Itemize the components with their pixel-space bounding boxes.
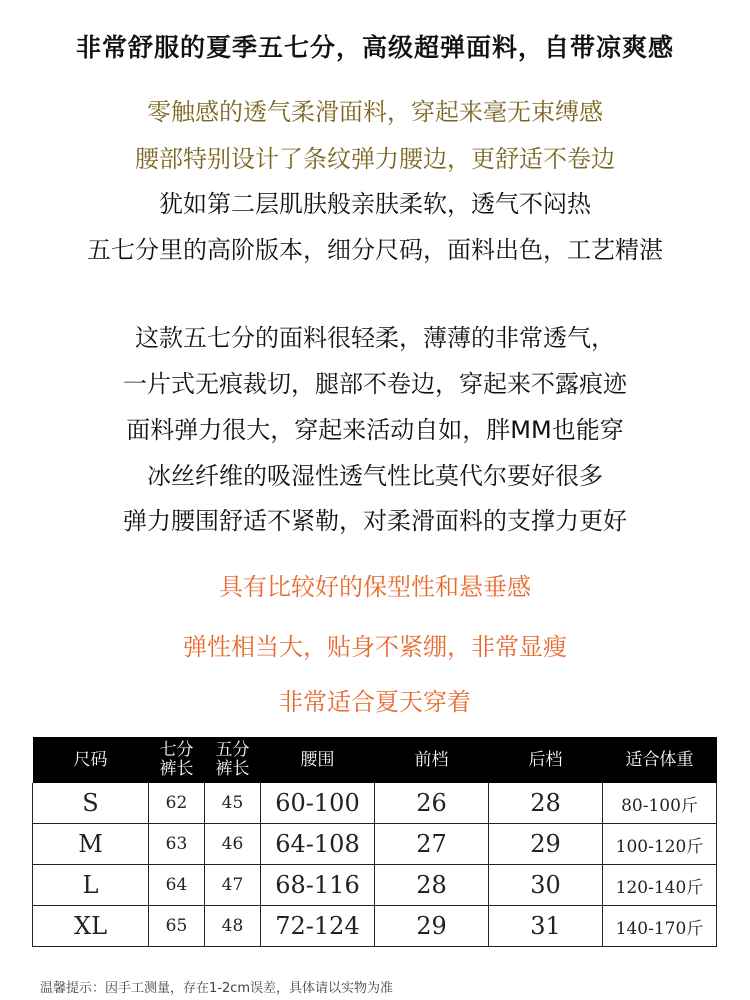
table-row	[33, 824, 717, 865]
measurement-note: 温馨提示：因手工测量，存在1-2cm误差，具体请以实物为准	[40, 981, 394, 996]
table-cell: 60-100	[261, 783, 375, 824]
feature-line-2: 腰部特别设计了条纹弹力腰边，更舒适不卷边	[135, 145, 615, 173]
desc-line-1: 这款五七分的面料很轻柔，薄薄的非常透气，	[135, 324, 615, 352]
size-table-header	[33, 737, 717, 783]
table-cell: 46	[205, 824, 261, 865]
table-cell: 64-108	[261, 824, 375, 865]
size-table-header-cell: 适合体重	[603, 737, 717, 783]
table-cell: 72-124	[261, 906, 375, 947]
table-cell: 62	[149, 783, 205, 824]
size-table	[32, 737, 716, 947]
table-cell: 100-120斤	[603, 824, 717, 865]
desc-line-2: 一片式无痕裁切，腿部不卷边，穿起来不露痕迹	[123, 370, 627, 398]
table-cell: 68-116	[261, 865, 375, 906]
size-table-header-cell: 尺码	[33, 737, 149, 783]
table-cell: XL	[33, 906, 149, 947]
desc-line-5: 弹力腰围舒适不紧勒，对柔滑面料的支撑力更好	[123, 507, 627, 535]
table-cell: 30	[489, 865, 603, 906]
table-cell: M	[33, 824, 149, 865]
table-row	[33, 783, 717, 824]
table-cell: 31	[489, 906, 603, 947]
highlight-line-2: 弹性相当大，贴身不紧绷，非常显瘦	[183, 633, 567, 661]
size-table-header-cell: 七分 裤长	[149, 737, 205, 783]
table-cell: 63	[149, 824, 205, 865]
feature-line-3: 犹如第二层肌肤般亲肤柔软，透气不闷热	[159, 190, 591, 218]
table-cell: 28	[375, 865, 489, 906]
table-cell: 65	[149, 906, 205, 947]
table-cell: 45	[205, 783, 261, 824]
highlight-line-1: 具有比较好的保型性和悬垂感	[219, 573, 531, 601]
table-cell: 29	[375, 906, 489, 947]
size-table-header-cell: 前档	[375, 737, 489, 783]
table-row	[33, 865, 717, 906]
table-row	[33, 906, 717, 947]
table-cell: 48	[205, 906, 261, 947]
size-table-header-cell: 五分 裤长	[205, 737, 261, 783]
table-cell: 29	[489, 824, 603, 865]
size-table-header-cell: 后档	[489, 737, 603, 783]
table-cell: 26	[375, 783, 489, 824]
table-cell: 47	[205, 865, 261, 906]
table-cell: 80-100斤	[603, 783, 717, 824]
table-cell: L	[33, 865, 149, 906]
highlight-line-3: 非常适合夏天穿着	[279, 688, 471, 716]
desc-line-4: 冰丝纤维的吸湿性透气性比莫代尔要好很多	[147, 462, 603, 490]
size-table-header-cell: 腰围	[261, 737, 375, 783]
table-cell: 140-170斤	[603, 906, 717, 947]
table-cell: S	[33, 783, 149, 824]
table-cell: 120-140斤	[603, 865, 717, 906]
table-cell: 64	[149, 865, 205, 906]
headline: 非常舒服的夏季五七分，高级超弹面料，自带凉爽感	[75, 33, 674, 62]
feature-line-4: 五七分里的高阶版本，细分尺码，面料出色，工艺精湛	[87, 236, 663, 264]
table-cell: 28	[489, 783, 603, 824]
table-cell: 27	[375, 824, 489, 865]
feature-line-1: 零触感的透气柔滑面料，穿起来毫无束缚感	[147, 98, 603, 126]
desc-line-3: 面料弹力很大，穿起来活动自如，胖MM也能穿	[126, 416, 624, 444]
